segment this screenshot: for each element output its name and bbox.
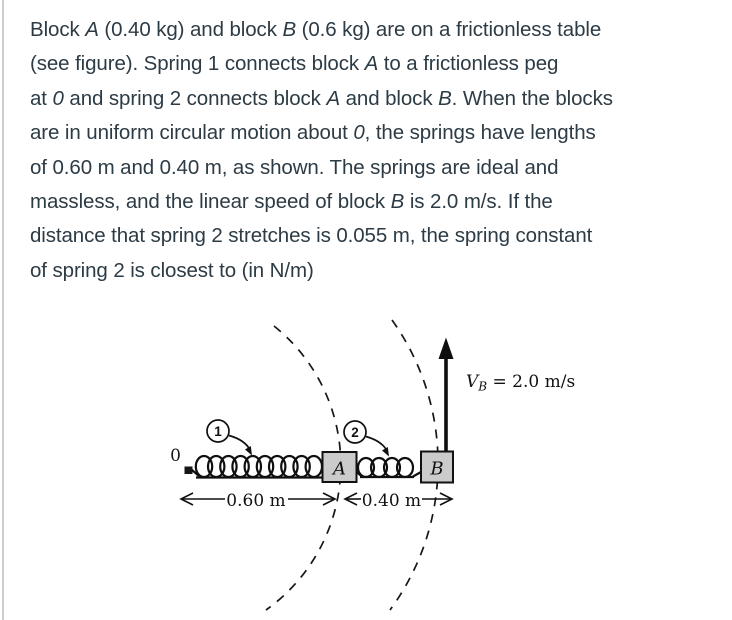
block-a-label: A xyxy=(333,458,346,480)
problem-line: are in uniform circular motion about 0, the springs have lengths xyxy=(30,121,596,145)
spring-2 xyxy=(357,458,422,477)
physics-figure xyxy=(0,300,732,620)
problem-text xyxy=(30,13,613,288)
spring-1-callout xyxy=(207,420,252,456)
problem-line: (see figure). Spring 1 connects block A to a frictionless peg xyxy=(30,52,559,76)
velocity-arrow xyxy=(439,338,454,452)
problem-line: distance that spring 2 stretches is 0.055 m, the spring constant xyxy=(30,224,593,248)
problem-line: of spring 2 is closest to (in N/m) xyxy=(30,258,314,282)
block-b-label: B xyxy=(430,458,444,480)
dimension-0-40-label: 0.40 m xyxy=(361,491,422,511)
block-a xyxy=(323,452,357,482)
velocity-label: $V_B = 2.0$ m/s xyxy=(466,372,576,394)
dimension-0-60-label: 0.60 m xyxy=(226,491,286,511)
velocity-arrowhead xyxy=(439,338,454,360)
spring-2-callout-arrowhead xyxy=(382,447,389,457)
peg xyxy=(185,467,193,475)
problem-line: Block A (0.40 kg) and block B (0.6 kg) are on a frictionless table xyxy=(30,18,602,41)
problem-line: massless, and the linear speed of block B is 2.0 m/s. If the xyxy=(30,190,553,214)
block-b xyxy=(421,452,453,483)
spring-1 xyxy=(192,456,322,478)
spring-2-number: 2 xyxy=(351,425,359,440)
problem-line: of 0.60 m and 0.40 m, as shown. The springs are ideal and xyxy=(30,155,559,179)
spring-1-callout-arrowhead xyxy=(245,446,252,456)
origin-label: 0 xyxy=(170,446,181,466)
spring-1-number: 1 xyxy=(214,424,222,439)
problem-line: at 0 and spring 2 connects block A and block B. When the blocks xyxy=(30,86,613,110)
